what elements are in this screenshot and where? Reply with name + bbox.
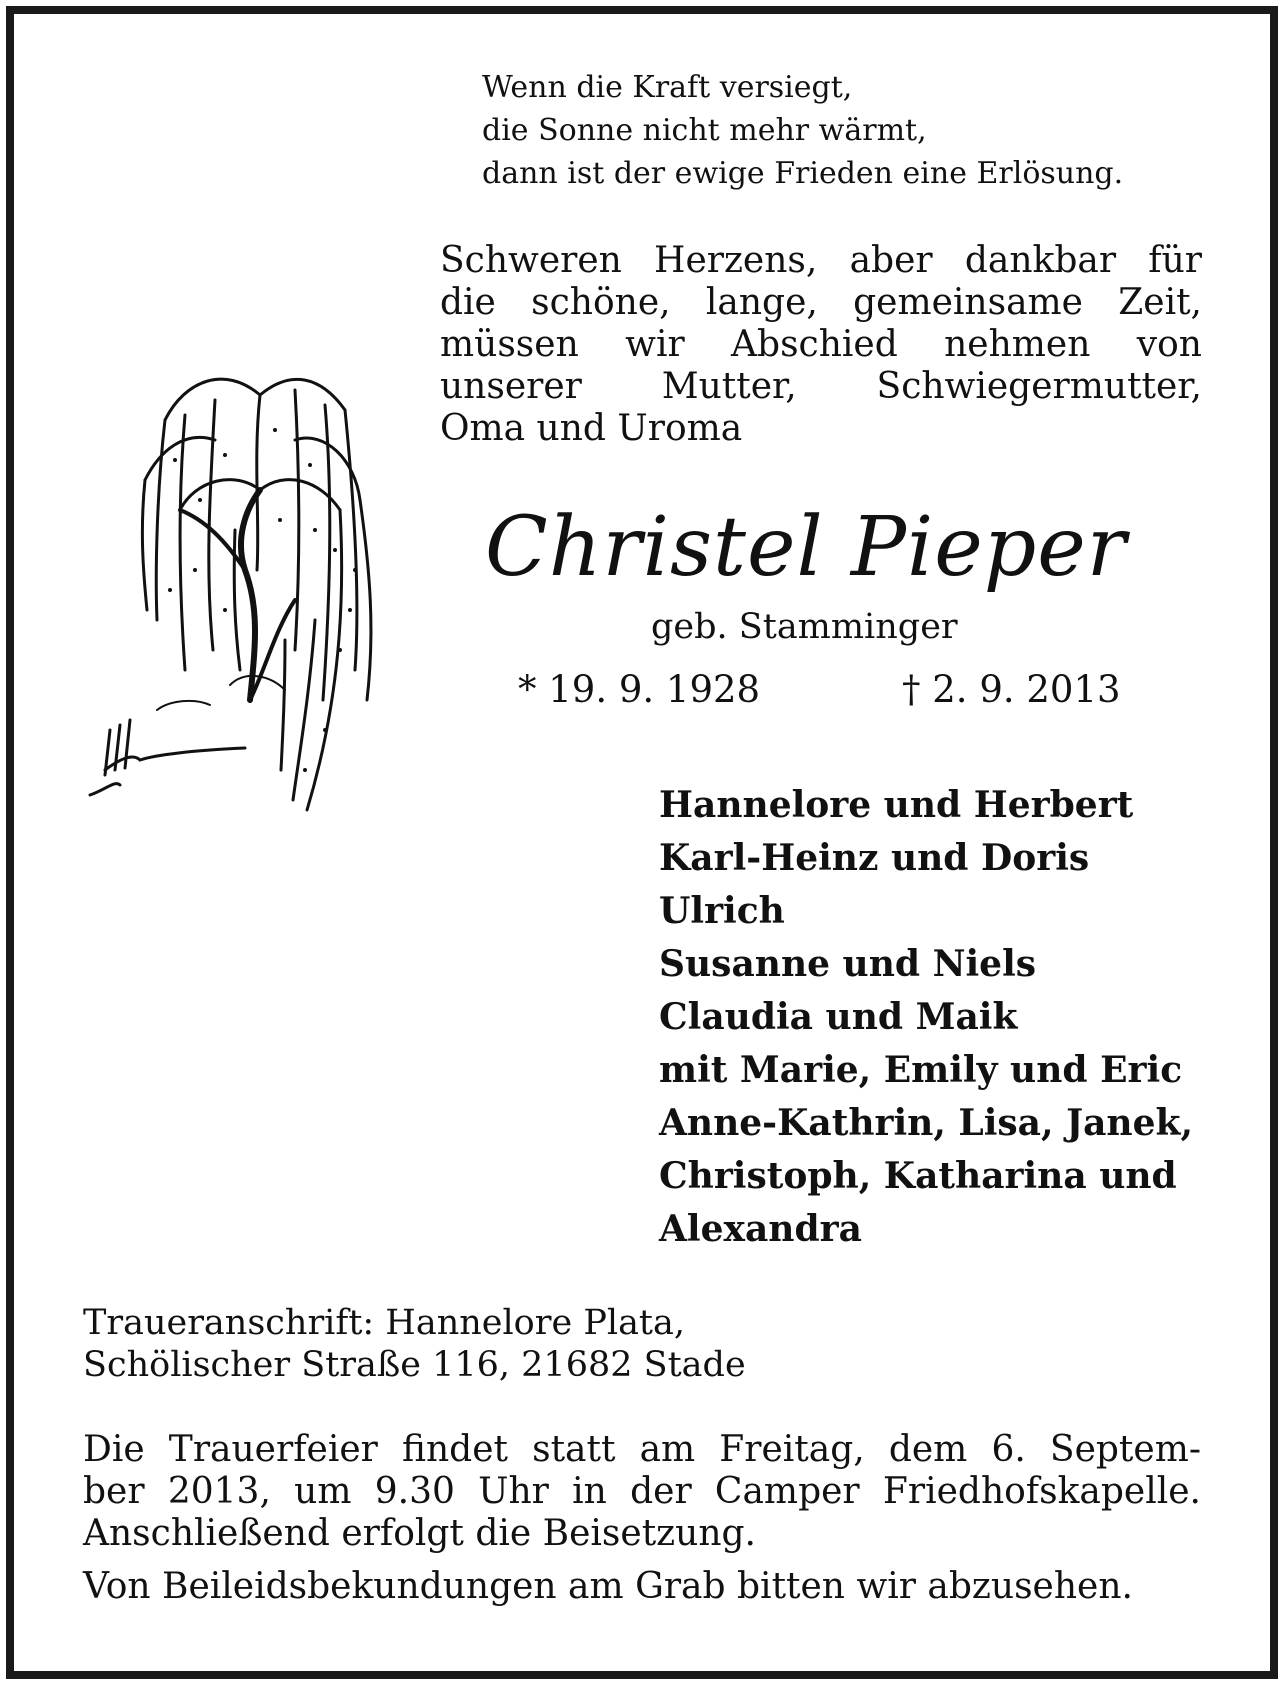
address-line: Traueranschrift: Hannelore Plata, — [83, 1303, 685, 1343]
mourners-list — [659, 779, 1193, 1256]
announcement-line: die schöne, lange, gemeinsame Zeit, — [440, 282, 1202, 323]
poem-line: dann ist der ewige Frieden eine Erlösung. — [482, 156, 1124, 191]
mourner-line: Hannelore und Herbert — [659, 784, 1134, 826]
ceremony-line: Anschließend erfolgt die Beisetzung. — [83, 1513, 756, 1554]
poem-line: die Sonne nicht mehr wärmt, — [482, 113, 927, 148]
mourning-address — [83, 1302, 746, 1386]
announcement-text — [440, 240, 1202, 450]
ceremony-info — [83, 1429, 1201, 1555]
maiden-name: geb. Stamminger — [651, 607, 958, 647]
announcement-line: unserer Mutter, Schwiegermutter, — [440, 366, 1202, 407]
weeping-willow-icon — [85, 370, 405, 860]
mourner-line: Ulrich — [659, 890, 785, 932]
poem-line: Wenn die Kraft versiegt, — [482, 70, 853, 105]
address-line: Schölischer Straße 116, 21682 Stade — [83, 1345, 746, 1385]
ceremony-line: ber 2013, um 9.30 Uhr in der Camper Friedhofskapelle. — [83, 1471, 1201, 1512]
mourner-line: Claudia und Maik — [659, 996, 1018, 1038]
mourner-line: mit Marie, Emily und Eric — [659, 1049, 1183, 1091]
ceremony-line: Die Trauerfeier findet statt am Freitag, dem 6. Septem- — [83, 1429, 1201, 1470]
poem — [482, 66, 1123, 195]
death-date: † 2. 9. 2013 — [902, 668, 1121, 711]
birth-date: * 19. 9. 1928 — [518, 668, 761, 711]
mourner-line: Susanne und Niels — [659, 943, 1037, 985]
mourner-line: Anne-Kathrin, Lisa, Janek, — [659, 1102, 1193, 1144]
mourner-line: Karl-Heinz und Doris — [659, 837, 1090, 879]
announcement-line: Oma und Uroma — [440, 408, 743, 449]
condolences-note: Von Beileidsbekundungen am Grab bitten wir abzusehen. — [83, 1566, 1133, 1607]
announcement-line: müssen wir Abschied nehmen von — [440, 324, 1202, 365]
deceased-name: Christel Pieper — [485, 500, 1127, 595]
mourner-line: Christoph, Katharina und — [659, 1155, 1177, 1197]
mourner-line: Alexandra — [659, 1208, 862, 1250]
announcement-line: Schweren Herzens, aber dankbar für — [440, 240, 1202, 281]
